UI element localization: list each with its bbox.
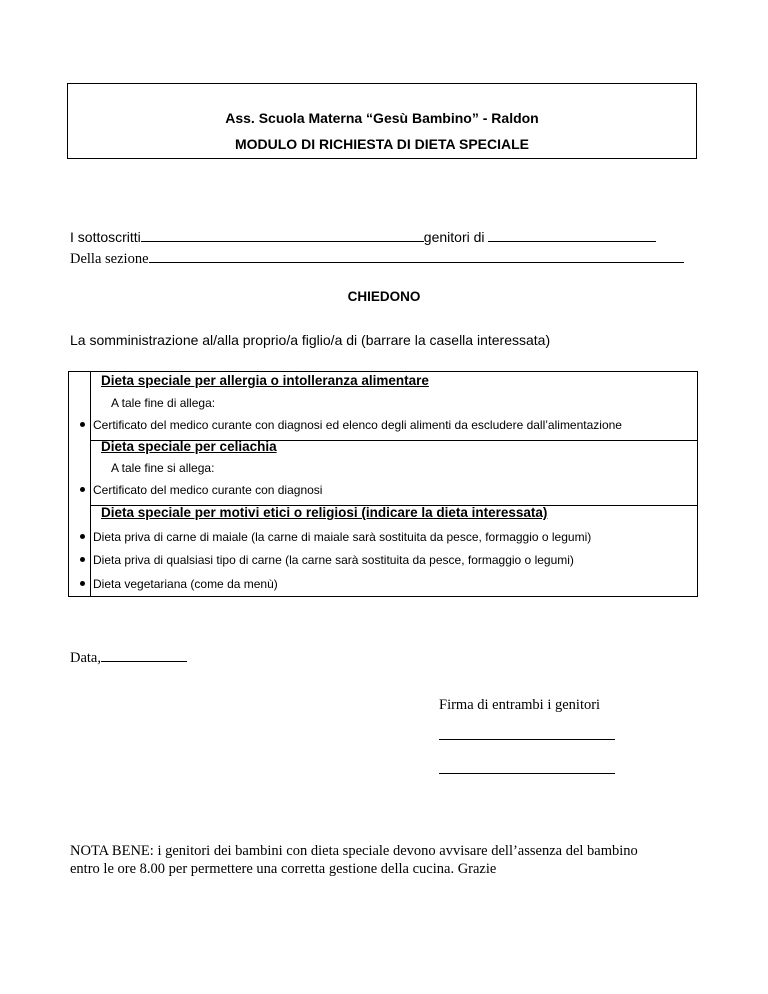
option-allergy-bullet (80, 418, 622, 432)
section-line (70, 250, 684, 268)
signature-label: Firma di entrambi i genitori (439, 697, 601, 713)
signers-line (70, 229, 656, 245)
option-ethical-bullet-2 (80, 553, 574, 567)
bullet-text: Dieta priva di qualsiasi tipo di carne (la carne sarà sostituita da pesce, formaggio o legumi) (93, 553, 574, 567)
request-intro: La somministrazione al/alla proprio/a figlio/a di (barrare la casella interessata) (70, 332, 551, 348)
option-ethical-title: Dieta speciale per motivi etici o religiosi (indicare la dieta interessata) (101, 505, 548, 520)
bullet-icon (80, 557, 85, 562)
bullet-icon (80, 581, 85, 586)
option-ethical-bullet-1 (80, 530, 591, 544)
date-line (70, 649, 187, 667)
option-ethical-bullet-3 (80, 577, 278, 591)
parents-of-label: genitori di (423, 229, 485, 245)
option-celiac-note: A tale fine si allega: (111, 461, 215, 475)
form-title: MODULO DI RICHIESTA DI DIETA SPECIALE (234, 136, 529, 152)
bullet-text: Dieta priva di carne di maiale (la carne di maiale sarà sostituita da pesce, formaggio o legumi) (93, 530, 592, 544)
child-name-input-line[interactable] (488, 229, 656, 242)
signers-input-line[interactable] (141, 229, 424, 242)
section-input-line[interactable] (149, 250, 684, 263)
signature-line-1[interactable] (439, 739, 615, 740)
bullet-text: Dieta vegetariana (come da menù) (93, 577, 278, 591)
bullet-icon (80, 487, 85, 492)
date-label: Data, (70, 650, 101, 666)
options-table (68, 371, 698, 597)
option-allergy-note: A tale fine di allega: (111, 396, 216, 410)
school-title: Ass. Scuola Materna “Gesù Bambino” - Raldon (225, 110, 539, 126)
bullet-text: Certificato del medico curante con diagnosi (93, 483, 323, 497)
note-line-2: entro le ore 8.00 per permettere una corretta gestione della cucina. Grazie (70, 861, 497, 877)
header-box (67, 83, 697, 159)
bullet-icon (80, 534, 85, 539)
request-heading: CHIEDONO (347, 289, 421, 304)
bullet-text: Certificato del medico curante con diagnosi ed elenco degli alimenti da escludere dall’alimentazione (93, 418, 622, 432)
signers-label: I sottoscritti (70, 229, 141, 245)
option-allergy-title: Dieta speciale per allergia o intolleranza alimentare (101, 373, 429, 388)
date-input-line[interactable] (101, 649, 187, 662)
section-label: Della sezione (70, 251, 149, 267)
note-line-1: NOTA BENE: i genitori dei bambini con dieta speciale devono avvisare dell’assenza del bambino (70, 843, 638, 859)
option-celiac-bullet (80, 483, 322, 497)
signature-line-2[interactable] (439, 773, 615, 774)
option-celiac-title: Dieta speciale per celiachia (101, 439, 277, 454)
bullet-icon (80, 422, 85, 427)
